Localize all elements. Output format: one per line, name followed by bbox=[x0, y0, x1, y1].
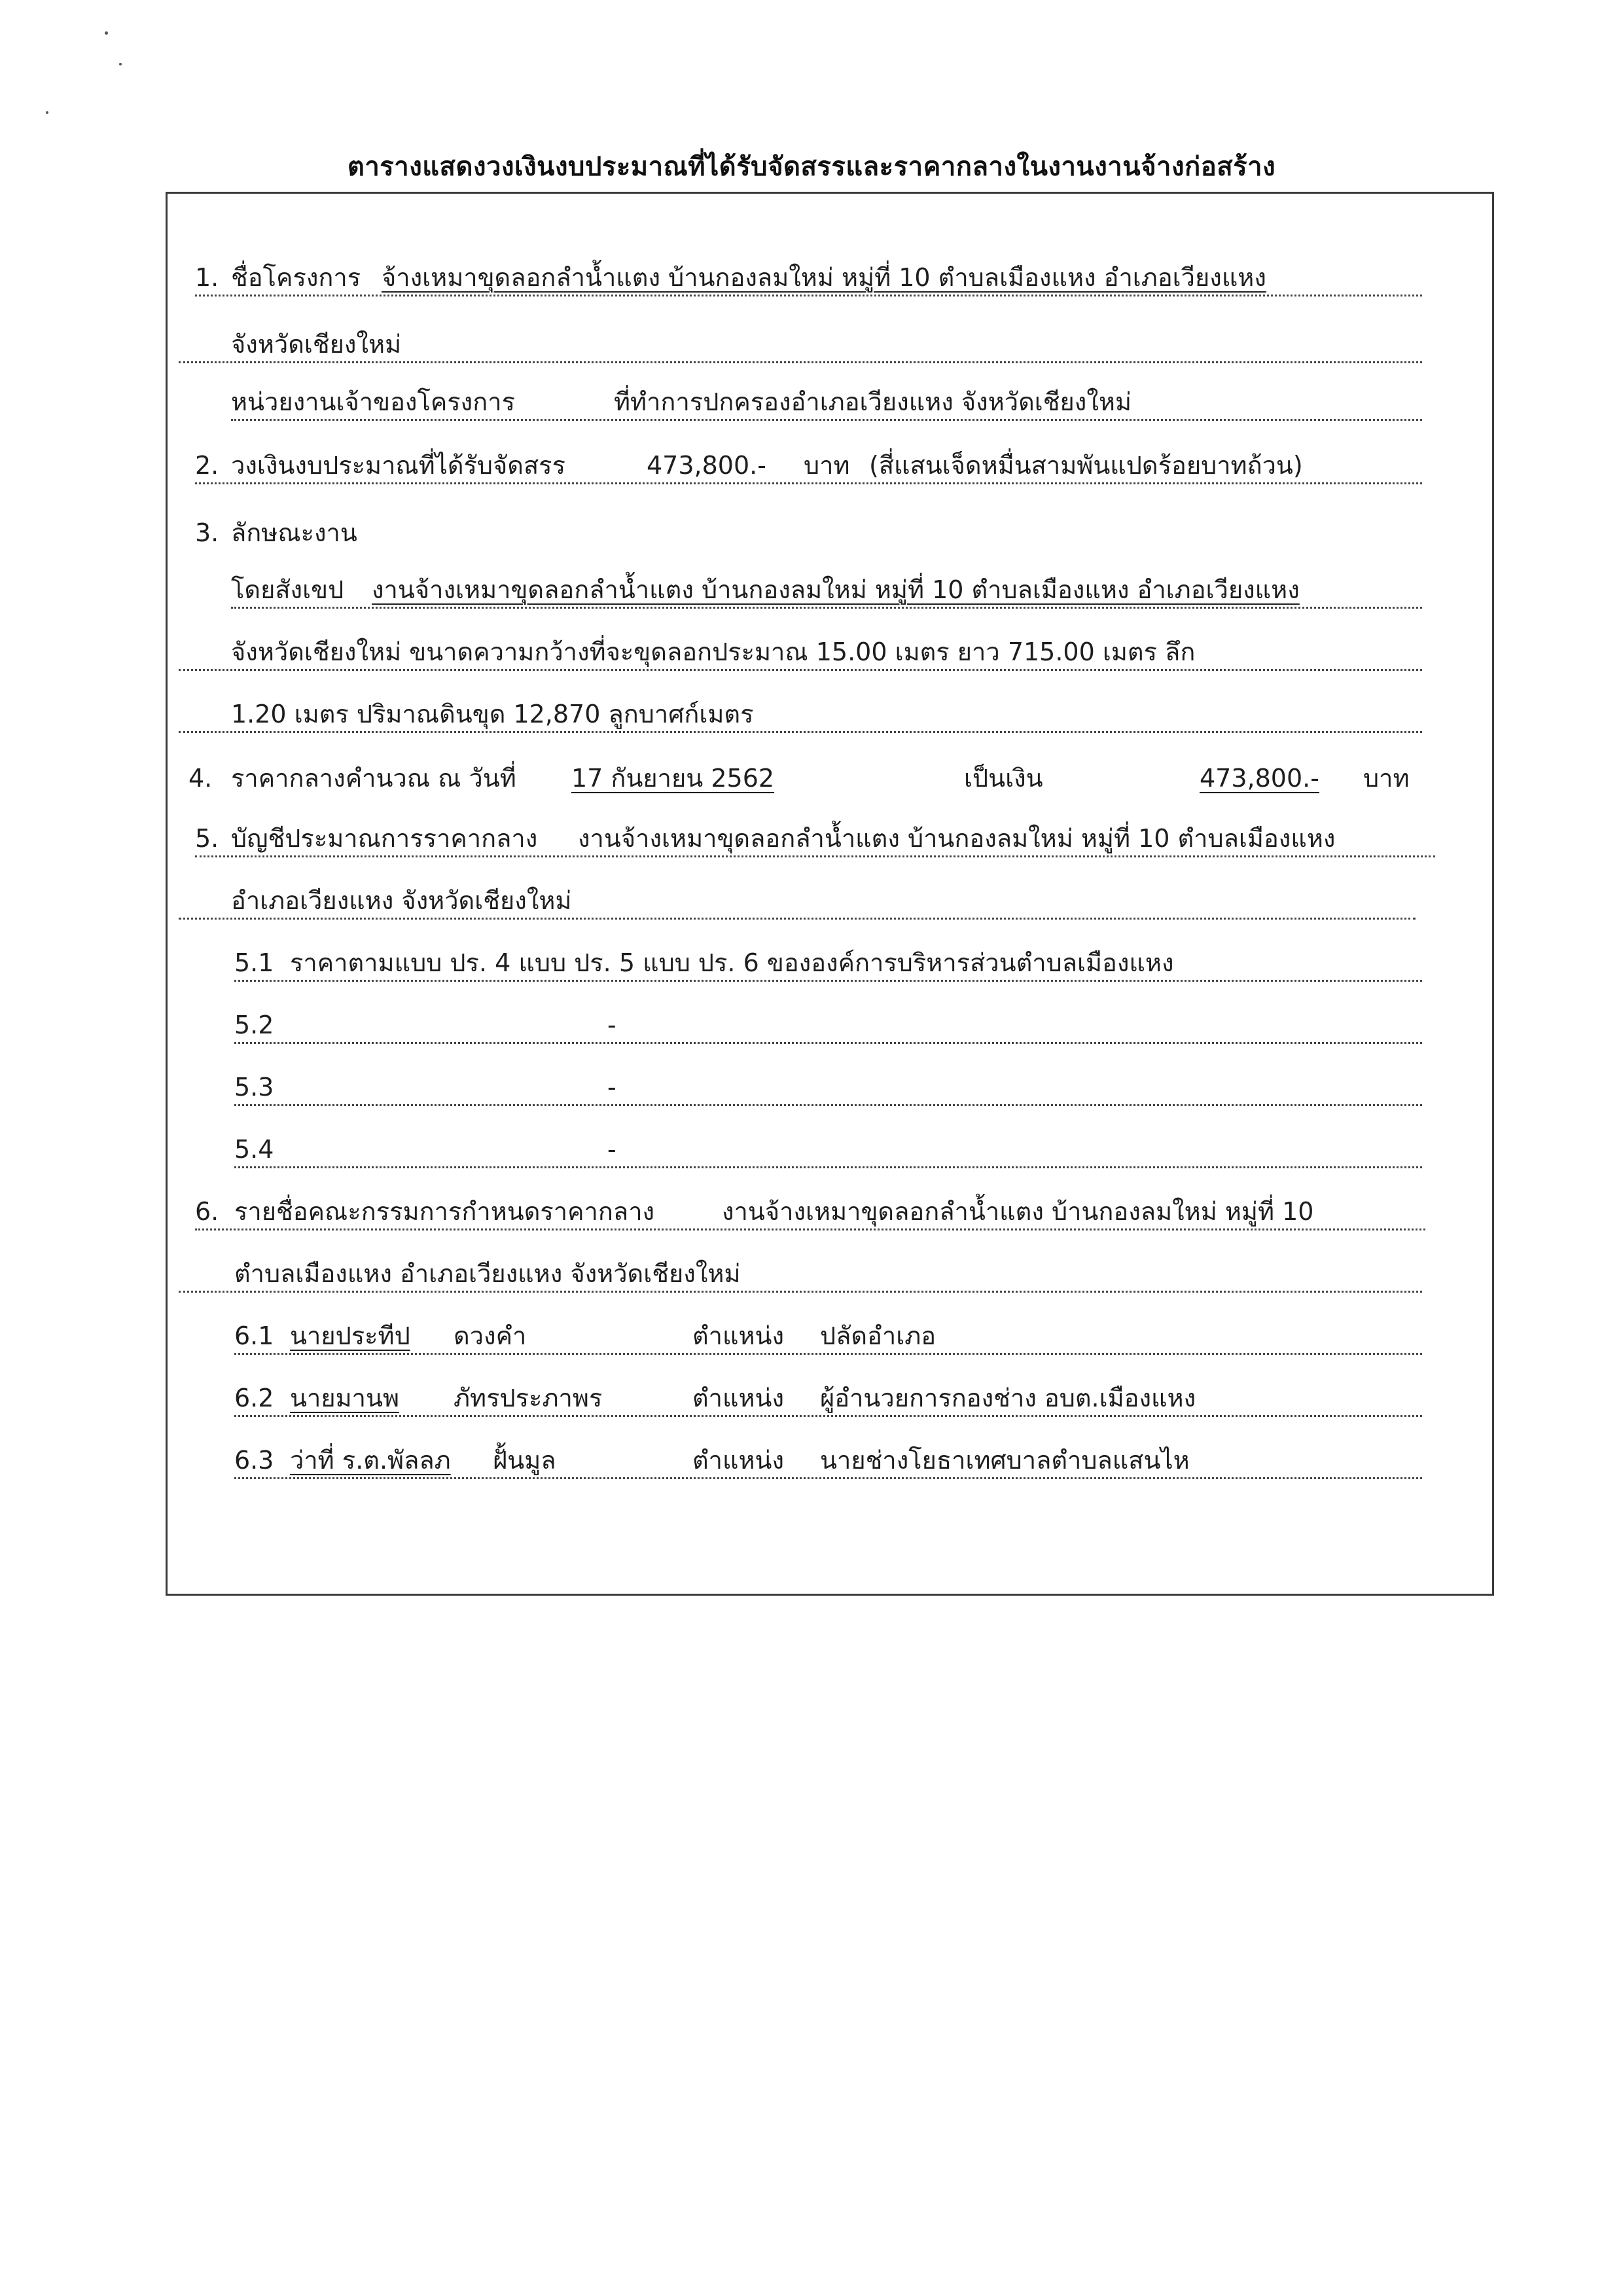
project-label: ชื่อโครงการ bbox=[231, 263, 361, 292]
scan-speck bbox=[105, 31, 108, 35]
committee-label: รายชื่อคณะกรรมการกำหนดราคากลาง bbox=[234, 1197, 655, 1226]
budget-text: (สี่แสนเจ็ดหมื่นสามพันแปดร้อยบาทถ้วน) bbox=[869, 451, 1303, 480]
estimate-item: 5.3 - bbox=[234, 1060, 1422, 1106]
nature-label: ลักษณะงาน bbox=[231, 518, 357, 547]
budget-amount: 473,800.- bbox=[647, 451, 766, 480]
page-title: ตารางแสดงวงเงินงบประมาณที่ได้รับจัดสรรและราคากลางในงานงานจ้างก่อสร้าง bbox=[347, 152, 1276, 182]
budget-unit: บาท bbox=[804, 451, 850, 480]
project-name: จ้างเหมาขุดลอกลำน้ำแตง บ้านกองลมใหม่ หมู่ที่ 10 ตำบลเมืองแหง อำเภอเวียงแหง bbox=[382, 263, 1266, 292]
estimate-line-1: 5. บัญชีประมาณการราคากลาง งานจ้างเหมาขุดลอกลำน้ำแตง บ้านกองลมใหม่ หมู่ที่ 10 ตำบลเมืองแหง bbox=[195, 812, 1435, 857]
estimate-item: 5.4 - bbox=[234, 1122, 1422, 1168]
budget-label: วงเงินงบประมาณที่ได้รับจัดสรร bbox=[231, 451, 565, 480]
owner-label: หน่วยงานเจ้าของโครงการ bbox=[231, 387, 515, 416]
estimate-text-1: งานจ้างเหมาขุดลอกลำน้ำแตง บ้านกองลมใหม่ หมู่ที่ 10 ตำบลเมืองแหง bbox=[578, 824, 1336, 853]
nature-text-3: 1.20 เมตร ปริมาณดินขุด 12,870 ลูกบาศก์เมตร bbox=[231, 700, 754, 728]
committee-line-2 bbox=[179, 1247, 1422, 1293]
median-price-label: ราคากลางคำนวณ ณ วันที่ bbox=[231, 764, 516, 793]
project-province: จังหวัดเชียงใหม่ bbox=[231, 330, 402, 359]
committee-member: 6.3 ว่าที่ ร.ต.พัลลภ ฝั้นมูล ตำแหน่ง นายช่างโยธาเทศบาลตำบลแสนไห bbox=[234, 1433, 1422, 1479]
median-price-line: 4. ราคากลางคำนวณ ณ วันที่ 17 กันยายน 2562 เป็นเงิน 473,800.- บาท bbox=[188, 764, 1410, 793]
committee-member: 6.1 นายประทีป ดวงคำ ตำแหน่ง ปลัดอำเภอ bbox=[234, 1309, 1422, 1355]
scan-speck bbox=[119, 63, 122, 65]
nature-line-1 bbox=[231, 563, 1422, 609]
committee-member: 6.2 นายมานพ ภัทรประภาพร ตำแหน่ง ผู้อำนวยการกองช่าง อบต.เมืองแหง bbox=[234, 1371, 1422, 1417]
owner-value: ที่ทำการปกครองอำเภอเวียงแหง จังหวัดเชียงใหม่ bbox=[614, 387, 1132, 416]
budget-line: 2. วงเงินงบประมาณที่ได้รับจัดสรร 473,800.- บาท (สี่แสนเจ็ดหมื่นสามพันแปดร้อยบาทถ้วน) bbox=[195, 439, 1422, 484]
estimate-item: 5.2 - bbox=[234, 998, 1422, 1044]
project-name-line-2 bbox=[179, 317, 1422, 363]
project-owner-line bbox=[231, 375, 1422, 421]
committee-line-1: 6. รายชื่อคณะกรรมการกำหนดราคากลาง งานจ้างเหมาขุดลอกลำน้ำแตง บ้านกองลมใหม่ หมู่ที่ 10 bbox=[195, 1185, 1425, 1230]
nature-line-2 bbox=[179, 625, 1422, 671]
median-amount: 473,800.- bbox=[1200, 764, 1319, 793]
scan-speck bbox=[46, 111, 48, 114]
nature-text-2: จังหวัดเชียงใหม่ ขนาดความกว้างที่จะขุดลอกประมาณ 15.00 เมตร ยาว 715.00 เมตร ลึก bbox=[231, 637, 1196, 666]
median-amount-label: เป็นเงิน bbox=[964, 764, 1043, 793]
median-price-date: 17 กันยายน 2562 bbox=[571, 764, 775, 793]
estimate-item: 5.1 ราคาตามแบบ ปร. 4 แบบ ปร. 5 แบบ ปร. 6 ขององค์การบริหารส่วนตำบลเมืองแหง bbox=[234, 936, 1422, 982]
median-unit: บาท bbox=[1363, 764, 1410, 793]
committee-text-1: งานจ้างเหมาขุดลอกลำน้ำแตง บ้านกองลมใหม่ หมู่ที่ 10 bbox=[722, 1197, 1314, 1226]
estimate-label: บัญชีประมาณการราคากลาง bbox=[231, 824, 538, 853]
nature-line-3 bbox=[179, 687, 1422, 733]
estimate-line-2 bbox=[179, 874, 1416, 920]
estimate-text-2: อำเภอเวียงแหง จังหวัดเชียงใหม่ bbox=[231, 886, 572, 915]
project-name-line-1: 1. ชื่อโครงการ จ้างเหมาขุดลอกลำน้ำแตง บ้านกองลมใหม่ หมู่ที่ 10 ตำบลเมืองแหง อำเภอเวียงแหง bbox=[195, 251, 1422, 296]
nature-heading: 3. ลักษณะงาน bbox=[195, 518, 357, 547]
committee-text-2: ตำบลเมืองแหง อำเภอเวียงแหง จังหวัดเชียงใหม่ bbox=[234, 1259, 741, 1288]
nature-text-1: งานจ้างเหมาขุดลอกลำน้ำแตง บ้านกองลมใหม่ หมู่ที่ 10 ตำบลเมืองแหง อำเภอเวียงแหง bbox=[372, 575, 1300, 604]
summary-label: โดยสังเขป bbox=[231, 575, 344, 604]
